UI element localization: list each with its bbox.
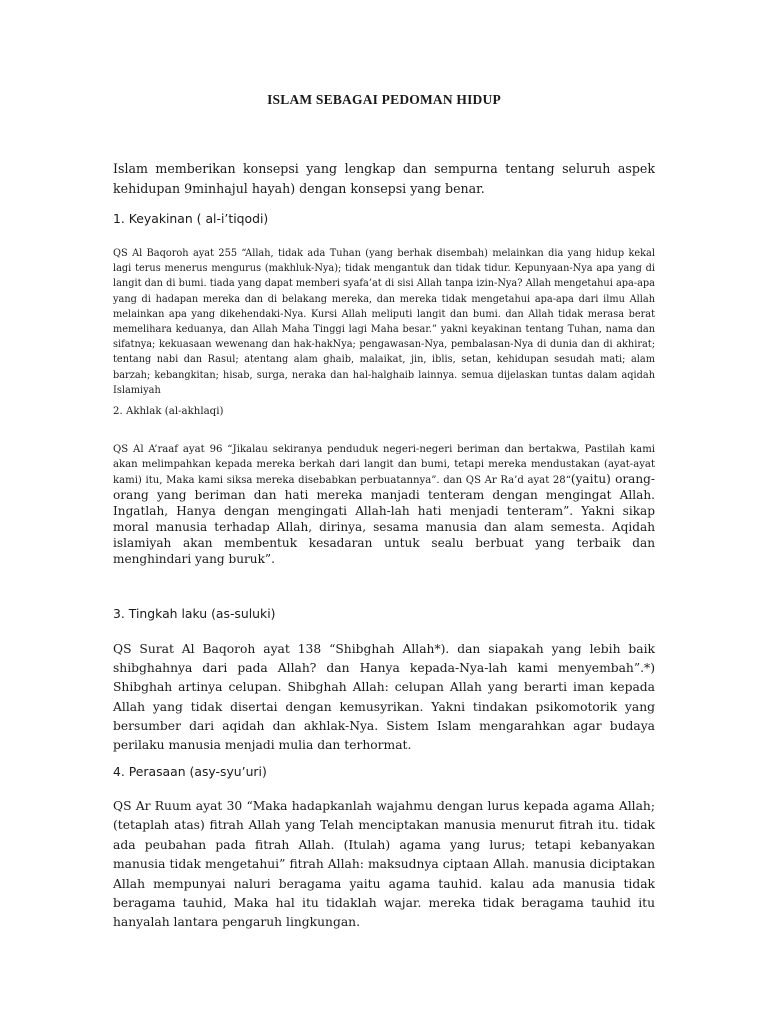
section-heading-tingkah-laku: 3. Tingkah laku (as-suluki) [113, 606, 276, 621]
intro-paragraph: Islam memberikan konsepsi yang lengkap dan sempurna tentang seluruh aspek kehidupan 9minhajul hayah) dengan konsepsi yang benar. [113, 161, 655, 196]
section-body-akhlak [113, 442, 655, 568]
section-body-keyakinan: QS Al Baqoroh ayat 255 “Allah, tidak ada Tuhan (yang berhak disembah) melainkan dia yang hidup kekal lagi terus menerus mengurus (makhluk-Nya); tidak mengantuk dan tidak tidur. Kepunyaan-Nya apa yang di langit dan di bumi. tiada yang dapat memberi syafa’at di sisi Allah tanpa izin-Nya? Allah mengetahui apa-apa yang di hadapan mereka dan di belakang mereka, dan mereka tidak mengetahui apa-apa dari ilmu Allah melainkan apa yang dikehendaki-Nya. Kursi Allah meliputi langit dan bumi. dan Allah tidak merasa berat memelihara keduanya, dan Allah Maha Tinggi lagi Maha besar.” yakni keyakinan tentang Tuhan, nama dan sifatnya; kekuasaan wewenang dan hak-hakNya; pengawasan-Nya, pembalasan-Nya di dunia dan di akhirat; tentang nabi dan Rasul; atentang alam ghaib, malaikat, jin, iblis, setan, kehidupan sesudah mati; alam barzah; kebangkitan; hisab, surga, neraka dan hal-halghaib lainnya. semua dijelaskan tuntas dalam aqidah Islamiyah [113, 248, 655, 396]
section-heading-perasaan: 4. Perasaan (asy-syu’uri) [113, 764, 267, 779]
section-heading-akhlak: 2. Akhlak (al-akhlaqi) [113, 406, 224, 417]
section-body-perasaan: QS Ar Ruum ayat 30 “Maka hadapkanlah wajahmu dengan lurus kepada agama Allah; (tetaplah atas) fitrah Allah yang Telah menciptakan manusia menurut fitrah itu. tidak ada peubahan pada fitrah Allah. (Itulah) agama yang lurus; tetapi kebanyakan manusia tidak mengetahui” fitrah Allah: maksudnya ciptaan Allah. manusia diciptakan Allah mempunyai naluri beragama yaitu agama tauhid. kalau ada manusia tidak beragama tauhid, Maka hal itu tidaklah wajar. mereka tidak beragama tauhid itu hanyalah lantara pengaruh lingkungan. [113, 799, 655, 930]
section-body-tingkah-laku: QS Surat Al Baqoroh ayat 138 “Shibghah Allah*). dan siapakah yang lebih baik shibghahnya dari pada Allah? dan Hanya kepada-Nya-lah kami menyembah”.*) Shibghah artinya celupan. Shibghah Allah: celupan Allah yang berarti iman kepada Allah yang tidak disertai dengan kemusyrikan. Yakni tindakan psikomotorik yang bersumber dari aqidah dan akhlak-Nya. Sistem Islam mengarahkan agar budaya perilaku manusia menjadi mulia dan terhormat. [113, 642, 655, 753]
document-title: ISLAM SEBAGAI PEDOMAN HIDUP [267, 92, 501, 107]
section-heading-keyakinan: 1. Keyakinan ( al-i’tiqodi) [113, 211, 269, 226]
section-body-akhlak-continued: (yaitu) orang-orang yang beriman dan hati mereka manjadi tenteram dengan mengingat Allah. Ingatlah, Hanya dengan mengingati Allah-lah hati menjadi tenteram”. Yakni sikap moral manusia terhadap Allah, dirinya, sesama manusia dan alam semesta. Aqidah islamiyah akan membentuk kesadaran untuk sealu berbuat yang terbaik dan menghindari yang buruk”. [113, 472, 656, 566]
section-body-akhlak-quote: QS Al A’raaf ayat 96 “Jikalau sekiranya penduduk negeri-negeri beriman dan bertakwa, Pastilah kami akan melimpahkan kepada mereka berkah dari langit dan bumi, tetapi mereka mendustakan (ayat-ayat kami) itu, Maka kami siksa mereka disebabkan perbuatannya”. dan QS Ar Ra’d ayat 28“ [113, 444, 655, 486]
